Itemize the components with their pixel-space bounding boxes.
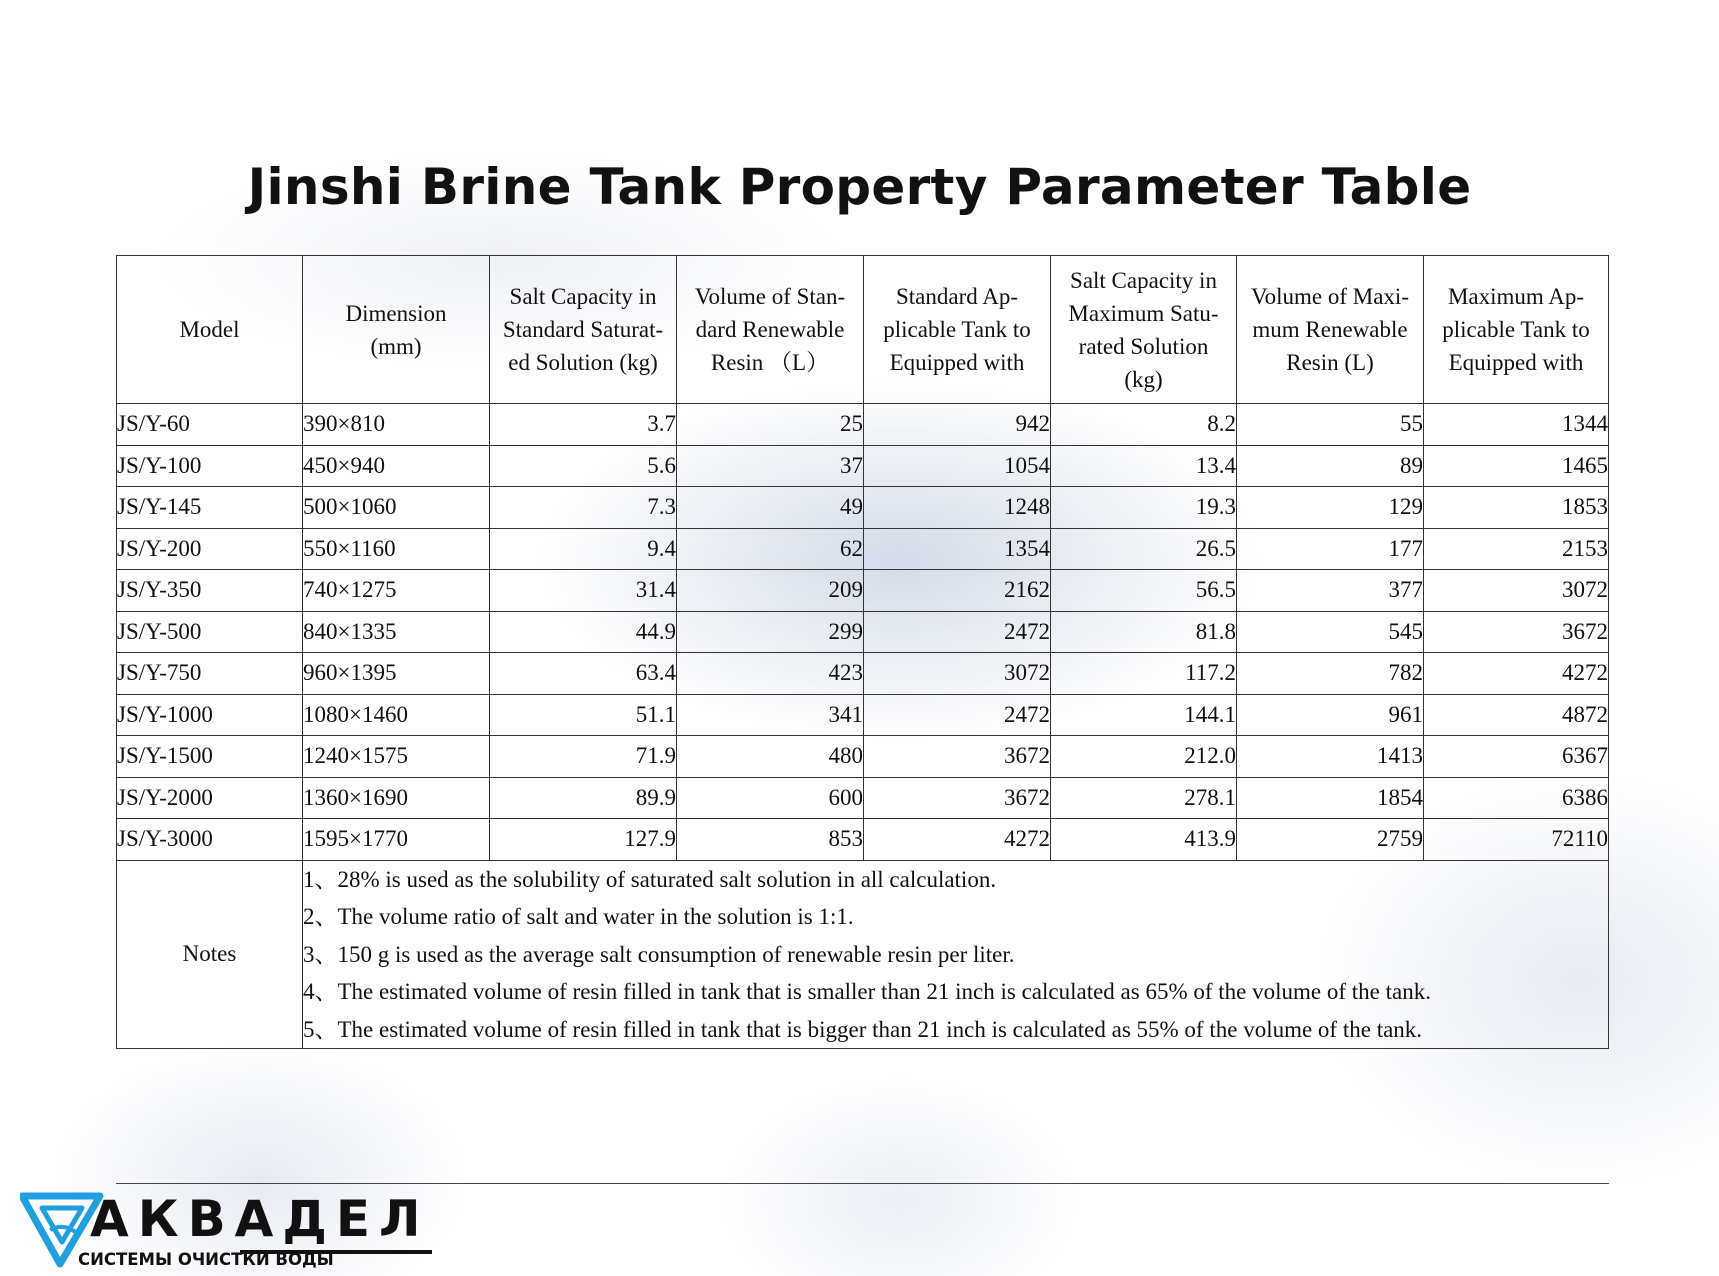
value-cell: 961 [1237, 694, 1424, 736]
value-cell: 127.9 [490, 819, 677, 861]
header-standard-tank: Standard Ap- plicable Tank to Equipped with [864, 256, 1051, 404]
value-cell: 341 [677, 694, 864, 736]
table-row [117, 404, 1609, 446]
value-cell: 1465 [1424, 445, 1609, 487]
value-cell: 782 [1237, 653, 1424, 695]
value-cell: 413.9 [1051, 819, 1237, 861]
dimension-cell: 450×940 [303, 445, 490, 487]
note-item: 2、The volume ratio of salt and water in the solution is 1:1. [303, 904, 854, 929]
value-cell: 89.9 [490, 777, 677, 819]
value-cell: 3072 [1424, 570, 1609, 612]
value-cell: 7.3 [490, 487, 677, 529]
table-row [117, 736, 1609, 778]
table-row [117, 653, 1609, 695]
note-item: 4、The estimated volume of resin filled in tank that is smaller than 21 inch is calculated as 65% of the volume of the tank. [303, 979, 1431, 1004]
value-cell: 3072 [864, 653, 1051, 695]
value-cell: 4272 [1424, 653, 1609, 695]
model-cell: JS/Y-145 [117, 487, 303, 529]
model-cell: JS/Y-1500 [117, 736, 303, 778]
note-item: 1、28% is used as the solubility of saturated salt solution in all calculation. [303, 866, 997, 892]
value-cell: 6367 [1424, 736, 1609, 778]
value-cell: 71.9 [490, 736, 677, 778]
notes-list [303, 860, 1609, 1049]
value-cell: 3672 [864, 777, 1051, 819]
value-cell: 209 [677, 570, 864, 612]
model-cell: JS/Y-1000 [117, 694, 303, 736]
value-cell: 1354 [864, 528, 1051, 570]
value-cell: 8.2 [1051, 404, 1237, 446]
value-cell: 3672 [864, 736, 1051, 778]
dimension-cell: 840×1335 [303, 611, 490, 653]
notes-row [117, 860, 1609, 1049]
value-cell: 49 [677, 487, 864, 529]
dimension-cell: 500×1060 [303, 487, 490, 529]
value-cell: 2153 [1424, 528, 1609, 570]
note-item: 5、The estimated volume of resin filled in tank that is bigger than 21 inch is calculated as 55% of the volume of the tank. [303, 1016, 1423, 1042]
value-cell: 545 [1237, 611, 1424, 653]
model-cell: JS/Y-350 [117, 570, 303, 612]
dimension-cell: 960×1395 [303, 653, 490, 695]
model-cell: JS/Y-60 [117, 404, 303, 446]
value-cell: 51.1 [490, 694, 677, 736]
value-cell: 26.5 [1051, 528, 1237, 570]
value-cell: 13.4 [1051, 445, 1237, 487]
dimension-cell: 550×1160 [303, 528, 490, 570]
value-cell: 3672 [1424, 611, 1609, 653]
value-cell: 1854 [1237, 777, 1424, 819]
note-item: 3、150 g is used as the average salt consumption of renewable resin per liter. [303, 941, 1015, 967]
company-logo [20, 1190, 430, 1270]
header-salt-capacity-maximum: Salt Capacity in Maximum Satu- rated Solution (kg) [1051, 256, 1237, 404]
dimension-cell: 1595×1770 [303, 819, 490, 861]
header-salt-capacity-standard: Salt Capacity in Standard Saturat- ed Solution (kg) [490, 256, 677, 404]
value-cell: 2472 [864, 694, 1051, 736]
model-cell: JS/Y-750 [117, 653, 303, 695]
header-maximum-tank: Maximum Ap- plicable Tank to Equipped with [1424, 256, 1609, 404]
value-cell: 177 [1237, 528, 1424, 570]
value-cell: 129 [1237, 487, 1424, 529]
value-cell: 2162 [864, 570, 1051, 612]
value-cell: 1248 [864, 487, 1051, 529]
value-cell: 212.0 [1051, 736, 1237, 778]
value-cell: 299 [677, 611, 864, 653]
value-cell: 1054 [864, 445, 1051, 487]
model-cell: JS/Y-100 [117, 445, 303, 487]
value-cell: 600 [677, 777, 864, 819]
value-cell: 942 [864, 404, 1051, 446]
notes-label: Notes [117, 860, 303, 1049]
value-cell: 56.5 [1051, 570, 1237, 612]
value-cell: 853 [677, 819, 864, 861]
value-cell: 55 [1237, 404, 1424, 446]
model-cell: JS/Y-3000 [117, 819, 303, 861]
value-cell: 31.4 [490, 570, 677, 612]
value-cell: 2759 [1237, 819, 1424, 861]
value-cell: 89 [1237, 445, 1424, 487]
value-cell: 1413 [1237, 736, 1424, 778]
table-row [117, 445, 1609, 487]
dimension-cell: 1080×1460 [303, 694, 490, 736]
value-cell: 25 [677, 404, 864, 446]
logo-tagline: СИСТЕМЫ ОЧИСТКИ ВОДЫ [78, 1250, 334, 1269]
value-cell: 3.7 [490, 404, 677, 446]
table-row [117, 528, 1609, 570]
value-cell: 9.4 [490, 528, 677, 570]
value-cell: 1853 [1424, 487, 1609, 529]
header-dimension: Dimension (mm) [303, 256, 490, 404]
value-cell: 144.1 [1051, 694, 1237, 736]
value-cell: 62 [677, 528, 864, 570]
value-cell: 44.9 [490, 611, 677, 653]
table-row [117, 694, 1609, 736]
table-row [117, 777, 1609, 819]
header-model: Model [117, 256, 303, 404]
value-cell: 19.3 [1051, 487, 1237, 529]
value-cell: 2472 [864, 611, 1051, 653]
table-row [117, 487, 1609, 529]
value-cell: 423 [677, 653, 864, 695]
logo-wordmark: АКВАДЕЛ [90, 1190, 430, 1248]
value-cell: 480 [677, 736, 864, 778]
value-cell: 81.8 [1051, 611, 1237, 653]
value-cell: 1344 [1424, 404, 1609, 446]
value-cell: 117.2 [1051, 653, 1237, 695]
value-cell: 278.1 [1051, 777, 1237, 819]
value-cell: 72110 [1424, 819, 1609, 861]
model-cell: JS/Y-200 [117, 528, 303, 570]
value-cell: 6386 [1424, 777, 1609, 819]
header-volume-maximum-resin: Volume of Maxi- mum Renewable Resin (L) [1237, 256, 1424, 404]
value-cell: 5.6 [490, 445, 677, 487]
dimension-cell: 1360×1690 [303, 777, 490, 819]
value-cell: 4272 [864, 819, 1051, 861]
parameter-table [116, 255, 1609, 1049]
header-row [117, 256, 1609, 404]
page-title: Jinshi Brine Tank Property Parameter Table [247, 158, 1472, 216]
dimension-cell: 1240×1575 [303, 736, 490, 778]
value-cell: 63.4 [490, 653, 677, 695]
dimension-cell: 740×1275 [303, 570, 490, 612]
model-cell: JS/Y-2000 [117, 777, 303, 819]
model-cell: JS/Y-500 [117, 611, 303, 653]
footer-divider [116, 1183, 1609, 1184]
value-cell: 4872 [1424, 694, 1609, 736]
dimension-cell: 390×810 [303, 404, 490, 446]
value-cell: 37 [677, 445, 864, 487]
header-volume-standard-resin: Volume of Stan- dard Renewable Resin （L） [677, 256, 864, 404]
table-row [117, 611, 1609, 653]
value-cell: 377 [1237, 570, 1424, 612]
table-row [117, 819, 1609, 861]
table-row [117, 570, 1609, 612]
